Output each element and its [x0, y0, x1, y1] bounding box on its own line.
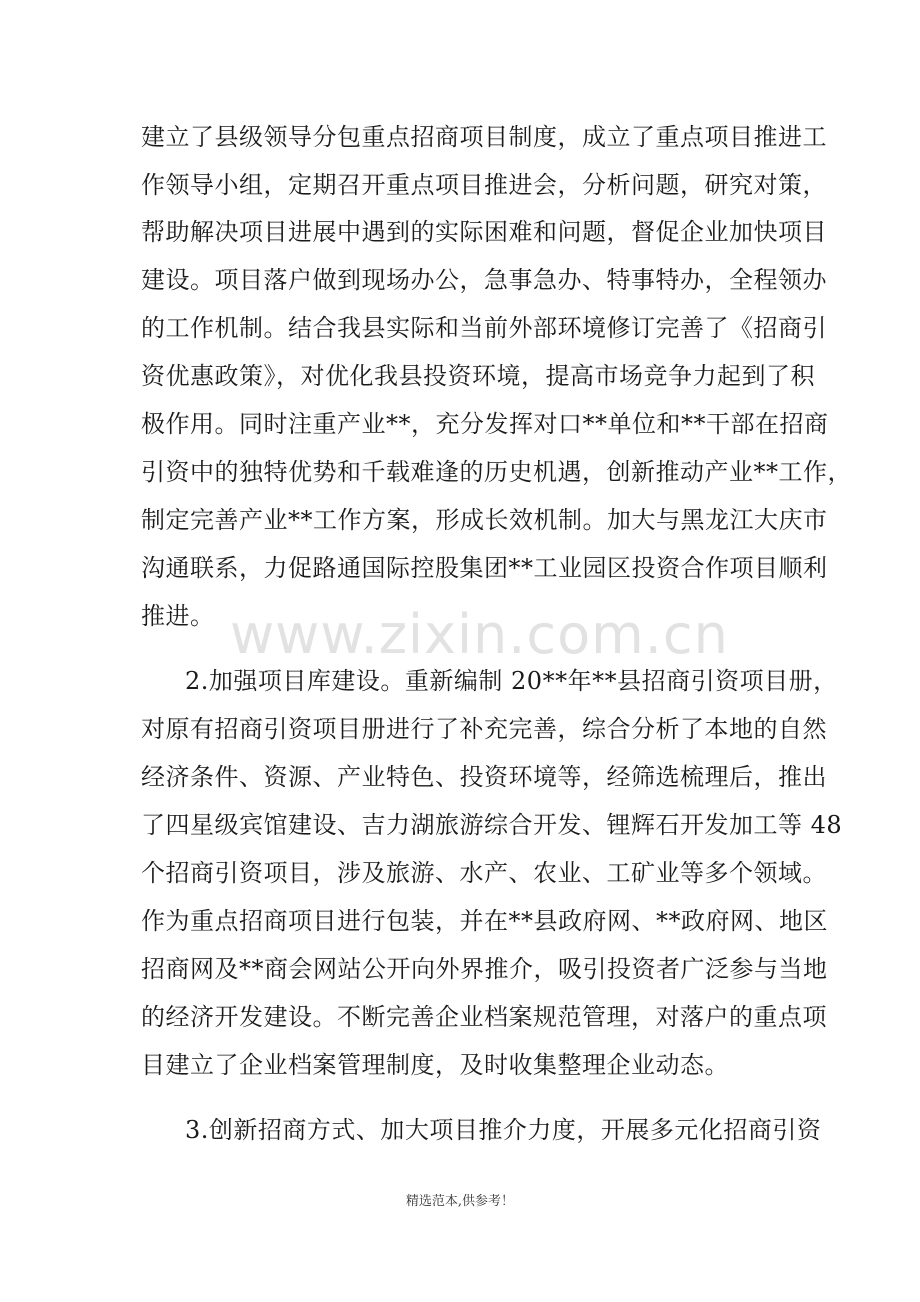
paragraph-1-line-10: 沟通联系，力促路通国际控股集团**工业园区投资合作项目顺利 — [141, 554, 828, 582]
paragraph-2-line-1: 2.加强项目库建设。重新编制 20**年**县招商引资项目册， — [185, 667, 838, 695]
paragraph-2-line-2: 对原有招商引资项目册进行了补充完善，综合分析了本地的自然 — [141, 715, 827, 743]
paragraph-1-line-5: 的工作机制。结合我县实际和当前外部环境修订完善了《招商引 — [141, 314, 827, 342]
paragraph-1-line-9: 制定完善产业**工作方案，形成长效机制。加大与黑龙江大庆市 — [141, 506, 828, 534]
watermark: www.zixin.com.cn — [230, 603, 729, 666]
paragraph-2-line-6: 作为重点招商项目进行包装，并在**县政府网、**政府网、地区 — [141, 907, 828, 935]
paragraph-2-line-4: 了四星级宾馆建设、吉力湖旅游综合开发、锂辉石开发加工等 48 — [141, 811, 843, 839]
paragraph-2-line-9: 目建立了企业档案管理制度，及时收集整理企业动态。 — [141, 1051, 729, 1079]
paragraph-1-line-8: 引资中的独特优势和千载难逢的历史机遇，创新推动产业**工作， — [141, 458, 852, 486]
paragraph-1-line-3: 帮助解决项目进展中遇到的实际困难和问题，督促企业加快项目 — [141, 218, 827, 246]
paragraph-2-line-7: 招商网及**商会网站公开向外界推介，吸引投资者广泛参与当地 — [141, 955, 828, 983]
paragraph-1-line-2: 作领导小组，定期召开重点项目推进会，分析问题，研究对策， — [141, 171, 827, 199]
paragraph-2-line-3: 经济条件、资源、产业特色、投资环境等，经筛选梳理后，推出 — [141, 763, 827, 791]
paragraph-1-line-7: 极作用。同时注重产业**，充分发挥对口**单位和**干部在招商 — [141, 410, 829, 438]
page-footer: 精选范本,供参考！ — [405, 1194, 515, 1209]
paragraph-3-line-1: 3.创新招商方式、加大项目推介力度，开展多元化招商引资 — [185, 1116, 822, 1144]
paragraph-2-line-8: 的经济开发建设。不断完善企业档案规范管理，对落户的重点项 — [141, 1003, 827, 1031]
paragraph-1-line-1: 建立了县级领导分包重点招商项目制度，成立了重点项目推进工 — [141, 123, 827, 151]
paragraph-1-line-11: 推进。 — [141, 602, 215, 630]
paragraph-1-line-4: 建设。项目落户做到现场办公，急事急办、特事特办，全程领办 — [141, 266, 827, 294]
paragraph-1-line-6: 资优惠政策》，对优化我县投资环境，提高市场竞争力起到了积 — [141, 362, 815, 390]
paragraph-2-line-5: 个招商引资项目，涉及旅游、水产、农业、工矿业等多个领域。 — [141, 859, 827, 887]
